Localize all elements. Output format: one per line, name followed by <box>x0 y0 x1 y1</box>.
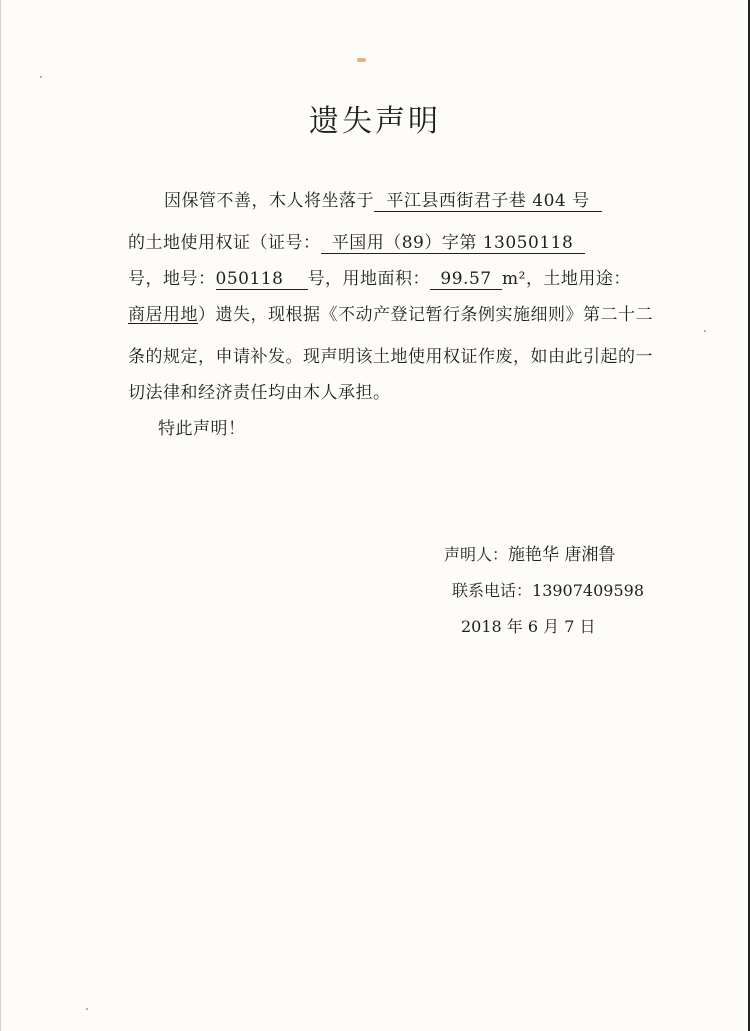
lot-number-field: 050118 <box>216 270 308 290</box>
area-unit: m² <box>502 269 526 289</box>
paper-speck <box>86 1008 88 1010</box>
body-line-6: 切法律和经济责任均由木人承担。 <box>128 383 391 403</box>
body-line-4 <box>128 300 653 325</box>
paper-speck <box>40 76 42 78</box>
phone-label: 联系电话： <box>452 581 533 600</box>
phone-line <box>452 578 644 601</box>
signature-date: 2018 年 6 月 7 日 <box>461 617 596 636</box>
body-line-1 <box>164 186 602 212</box>
line3-prefix: 号，地号： <box>128 269 216 289</box>
closing-statement: 特此声明！ <box>158 419 246 439</box>
line4-text: ）遗失，现根据《不动产登记暂行条例实施细则》第二十二 <box>198 305 653 325</box>
land-use-field: 商居用地 <box>128 305 198 325</box>
line3-suffix: ，土地用途： <box>525 269 631 289</box>
body-line-5: 条的规定，申请补发。现声明该土地使用权证作废，如由此引起的一 <box>128 347 653 367</box>
body-line-3 <box>128 264 631 290</box>
declarant-names: 施艳华 唐湘鲁 <box>508 545 616 565</box>
certificate-number-field: 平国用（89）字第 13050118 <box>321 234 585 254</box>
document-title: 遗失声明 <box>309 104 441 139</box>
line2-prefix: 的土地使用权证（证号： <box>128 233 321 253</box>
declarant-line <box>444 540 615 565</box>
body-line-2 <box>128 228 585 254</box>
page-edge-left <box>0 0 1 1031</box>
declarant-label: 声明人： <box>444 545 509 564</box>
area-field: 99.57 <box>430 270 502 290</box>
line3-mid: 号，用地面积： <box>307 269 430 289</box>
paper-speck <box>704 330 706 332</box>
phone-number: 13907409598 <box>532 581 644 600</box>
location-field: 平江县西街君子巷 404 号 <box>374 192 602 212</box>
ink-mark <box>357 58 366 62</box>
line1-prefix: 因保管不善，木人将坐落于 <box>164 191 374 211</box>
